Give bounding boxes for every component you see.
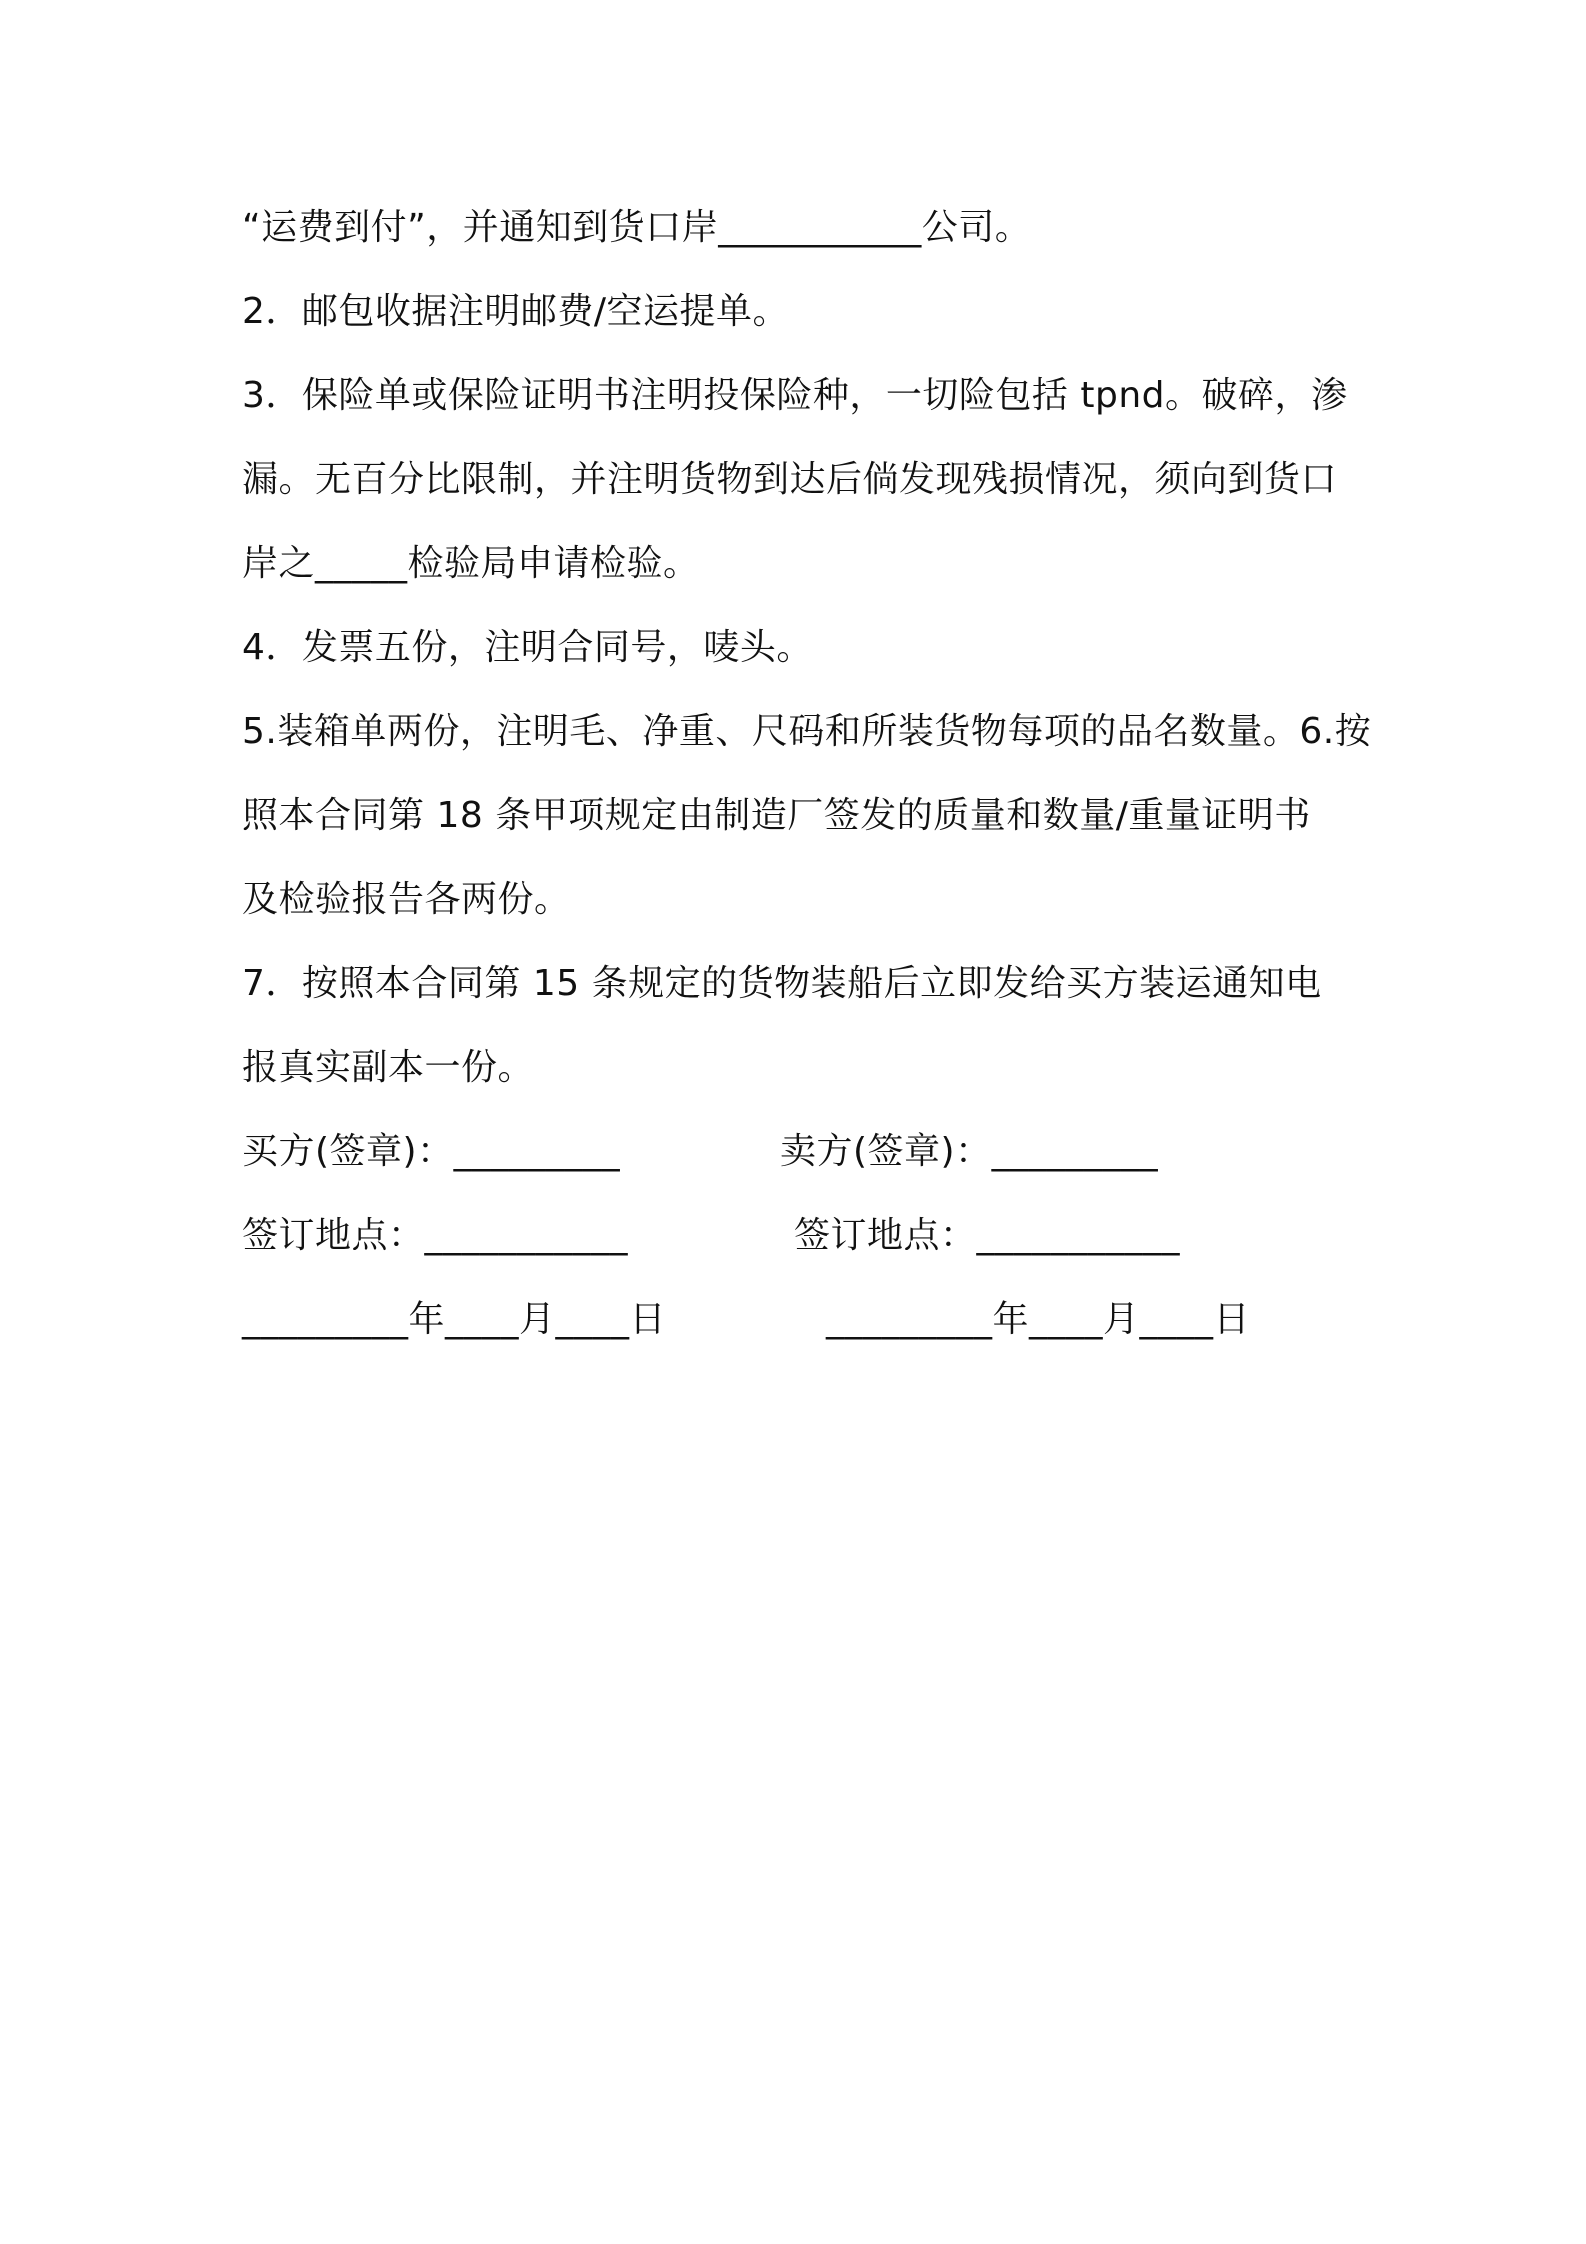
signing-date-right: _________年____月____日 — [826, 1299, 1250, 1340]
text-line-4: 漏。无百分比限制，并注明货物到达后倘发现残损情况，须向到货口 — [242, 459, 1338, 500]
buyer-signature: 买方(签章)：_________ — [242, 1131, 621, 1172]
signing-place-left: 签订地点：___________ — [242, 1215, 629, 1256]
text-line-10: 7．按照本合同第 15 条规定的货物装船后立即发给买方装运通知电 — [242, 963, 1322, 1004]
text-line-5: 岸之_____检验局申请检验。 — [242, 543, 700, 584]
signing-place-right: 签订地点：___________ — [794, 1215, 1181, 1256]
text-line-6: 4．发票五份，注明合同号，唛头。 — [242, 627, 813, 668]
text-line-2: 2．邮包收据注明邮费/空运提单。 — [242, 291, 790, 332]
text-line-7: 5.装箱单两份，注明毛、净重、尺码和所装货物每项的品名数量。6.按 — [242, 711, 1372, 752]
seller-signature: 卖方(签章)：_________ — [780, 1131, 1159, 1172]
text-line-9: 及检验报告各两份。 — [242, 879, 571, 920]
text-line-8: 照本合同第 18 条甲项规定由制造厂签发的质量和数量/重量证明书 — [242, 795, 1311, 836]
signing-date-left: _________年____月____日 — [242, 1299, 666, 1340]
text-line-11: 报真实副本一份。 — [242, 1047, 535, 1088]
text-line-1: “运费到付”，并通知到货口岸___________公司。 — [242, 207, 1032, 248]
text-line-3: 3．保险单或保险证明书注明投保险种，一切险包括 tpnd。破碎，渗 — [242, 375, 1348, 416]
